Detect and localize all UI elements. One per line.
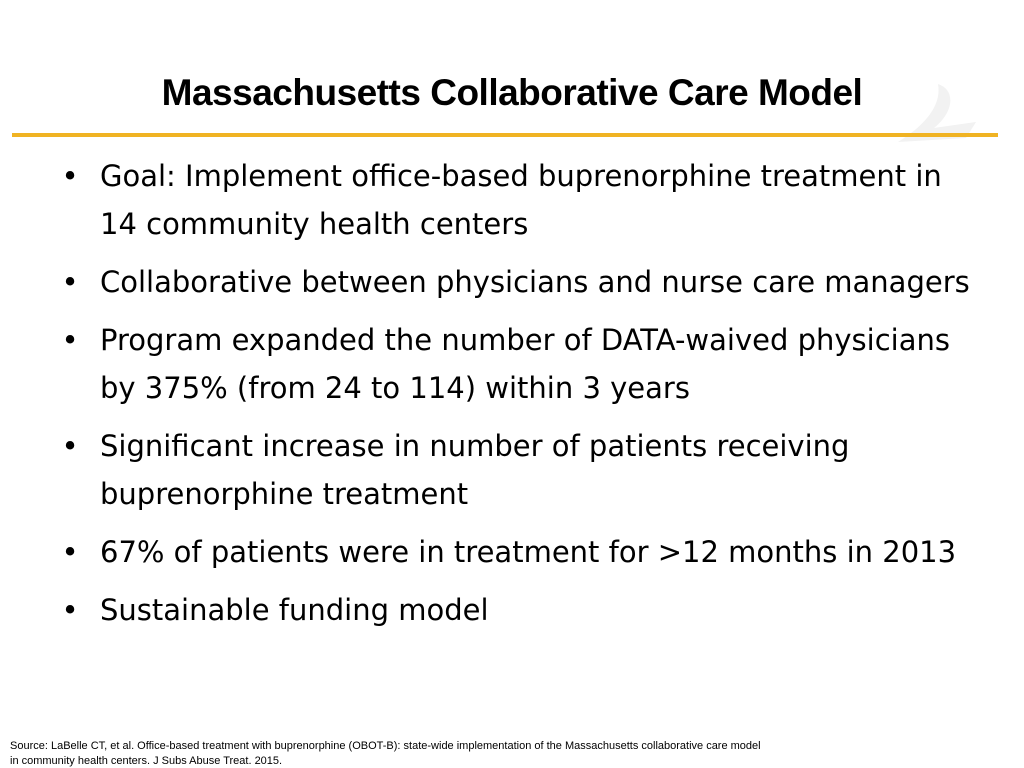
bullet-text: Program expanded the number of DATA-waived physicians by 375% (from 24 to 114) within 3 years (100, 323, 950, 405)
source-line-1: Source: LaBelle CT, et al. Office-based treatment with buprenorphine (OBOT-B): state-wide implementation of the Massachusetts collaborative care model (10, 740, 761, 752)
source-line-2: in community health centers. J Subs Abuse Treat. 2015. (10, 755, 283, 767)
bullet-list (60, 152, 970, 644)
bullet-text: Collaborative between physicians and nurse care managers (100, 265, 970, 299)
bullet-text: Goal: Implement office-based buprenorphine treatment in 14 community health centers (100, 159, 942, 241)
bullet-marker: • (61, 265, 79, 299)
bullet-text: Significant increase in number of patients receiving buprenorphine treatment (100, 429, 850, 511)
bullet-item-patient-increase (60, 422, 970, 518)
bullet-marker: • (61, 535, 79, 569)
bullet-item-collaborative (60, 258, 970, 306)
bullet-marker: • (61, 159, 79, 193)
bullet-item-program-expansion (60, 316, 970, 412)
bullet-text: 67% of patients were in treatment for >12 months in 2013 (100, 535, 957, 569)
slide-title: Massachusetts Collaborative Care Model (161, 72, 863, 113)
source-citation (10, 739, 910, 768)
title-underline (12, 133, 998, 137)
bullet-marker: • (61, 429, 79, 463)
bullet-item-goal (60, 152, 970, 248)
bullet-item-retention (60, 528, 970, 576)
bullet-text: Sustainable funding model (100, 593, 489, 627)
bullet-item-funding (60, 586, 970, 634)
bullet-marker: • (61, 593, 79, 627)
bullet-marker: • (61, 323, 79, 357)
